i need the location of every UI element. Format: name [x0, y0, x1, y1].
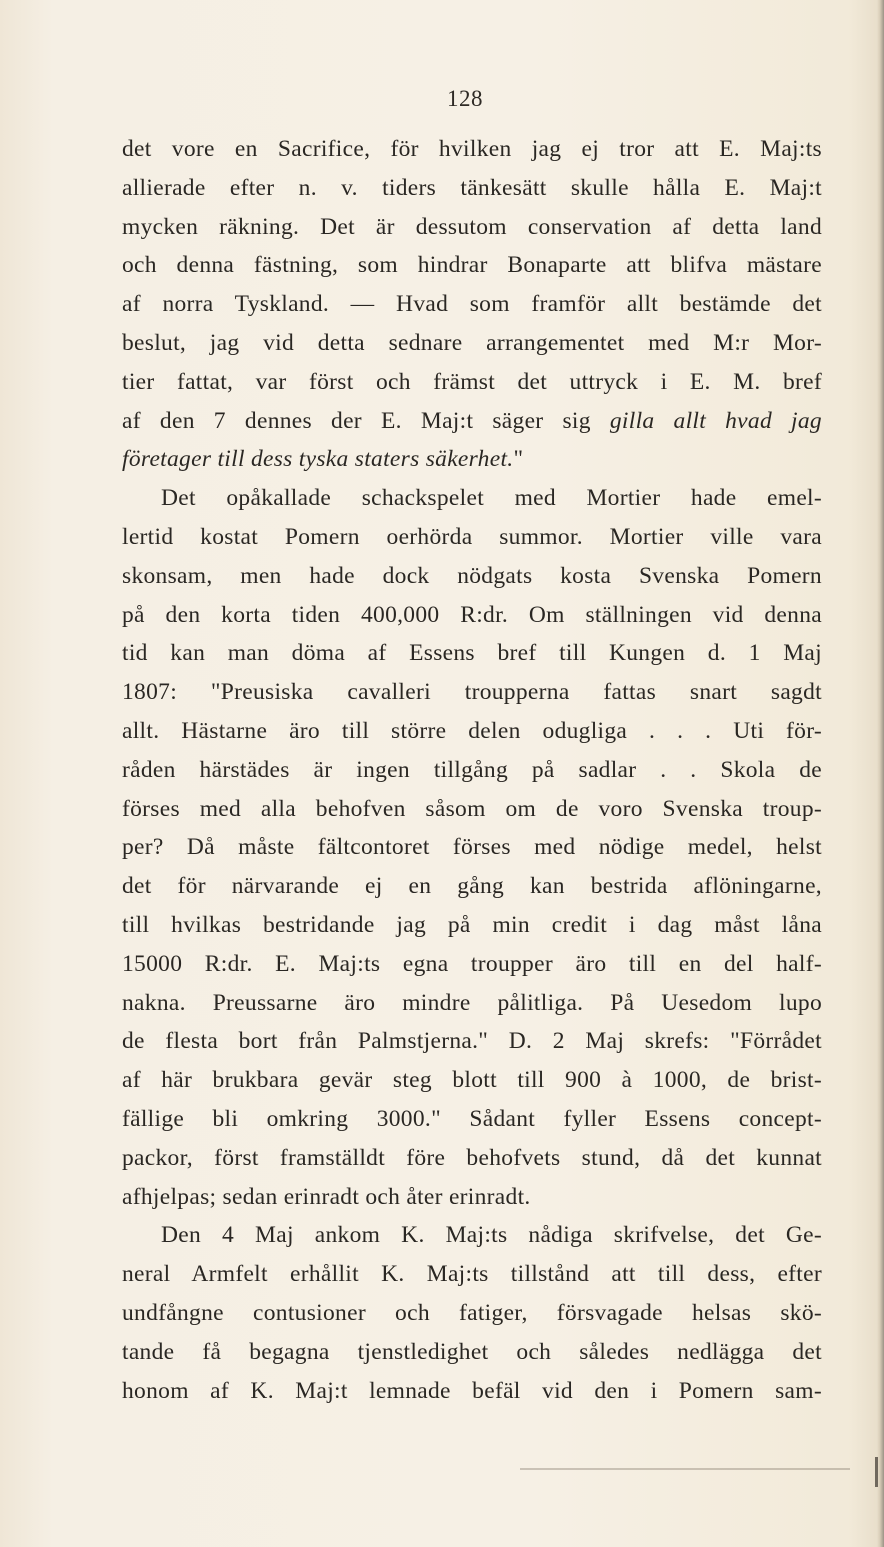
text-line: tier fattat, var först och främst det uttryck i E. M. bref	[122, 368, 822, 395]
text-line: fällige bli omkring 3000." Sådant fyller Essens concept-	[122, 1105, 822, 1132]
text-line: af den 7 dennes der E. Maj:t säger sig gilla allt hvad jag	[122, 407, 822, 434]
body-text	[122, 130, 822, 1410]
text-line: allierade efter n. v. tiders tänkesätt skulle hålla E. Maj:t	[122, 174, 822, 201]
text-line: det vore en Sacrifice, för hvilken jag ej tror att E. Maj:ts	[122, 136, 822, 162]
text-line: honom af K. Maj:t lemnade befäl vid den i Pomern sam-	[122, 1377, 822, 1404]
text-line: undfångne contusioner och fatiger, försvagade helsas skö-	[122, 1299, 822, 1326]
text-line: 1807: "Preusiska cavalleri troupperna fattas snart sagdt	[122, 679, 822, 706]
text-line: till hvilkas bestridande jag på min credit i dag måst låna	[122, 911, 822, 938]
text-line: på den korta tiden 400,000 R:dr. Om ställningen vid denna	[122, 601, 822, 628]
text-line: lertid kostat Pomern oerhörda summor. Mortier ville vara	[122, 523, 822, 550]
text-line: 15000 R:dr. E. Maj:ts egna troupper äro till en del half-	[122, 950, 822, 977]
text-line: per? Då måste fältcontoret förses med nödige medel, helst	[122, 834, 822, 861]
paragraph-start-line: Den 4 Maj ankom K. Maj:ts nådiga skrifvelse, det Ge-	[161, 1222, 822, 1249]
text-line: af här brukbara gevär steg blott till 900 à 1000, de brist-	[122, 1067, 822, 1094]
text-line: neral Armfelt erhållit K. Maj:ts tillstånd att till dess, efter	[122, 1261, 822, 1288]
text-line: det för närvarande ej en gång kan bestrida aflöningarne,	[122, 873, 822, 900]
text-line: beslut, jag vid detta sednare arrangementet med M:r Mor-	[122, 329, 822, 356]
text-line: skonsam, men hade dock nödgats kosta Svenska Pomern	[122, 562, 822, 589]
italic-quote: företager till dess tyska staters säkerhet.	[122, 446, 514, 473]
text-line: och denna fästning, som hindrar Bonaparte att blifva mästare	[122, 252, 822, 279]
page-number: 128	[447, 86, 483, 111]
text-line: afhjelpas; sedan erinradt och åter erinradt.	[122, 1183, 531, 1210]
text-line: tande få begagna tjenstledighet och således nedlägga det	[122, 1338, 822, 1365]
text-line: nakna. Preussarne äro mindre pålitliga. På Uesedom lupo	[122, 989, 822, 1016]
text-line: allt. Hästarne äro till större delen odugliga . . . Uti för-	[122, 717, 822, 744]
scan-artifact-mark	[875, 1457, 878, 1487]
page-edge-shadow	[877, 0, 884, 1547]
text-line: de flesta bort från Palmstjerna." D. 2 Maj skrefs: "Förrådet	[122, 1028, 822, 1055]
text-line: förses med alla behofven såsom om de voro Svenska troup-	[122, 795, 822, 822]
text-line: företager till dess tyska staters säkerhet."	[122, 446, 524, 473]
text-line: af norra Tyskland. — Hvad som framför allt bestämde det	[122, 291, 822, 318]
italic-quote: gilla allt hvad jag	[609, 407, 822, 434]
scan-artifact-line	[520, 1468, 850, 1470]
paragraph-start-line: Det opåkallade schackspelet med Mortier hade emel-	[161, 485, 822, 512]
text-line: råden härstädes är ingen tillgång på sadlar . . Skola de	[122, 756, 822, 783]
text-line: packor, först framställdt före behofvets stund, då det kunnat	[122, 1144, 822, 1171]
text-line: mycken räkning. Det är dessutom conservation af detta land	[122, 213, 822, 240]
text-line: tid kan man döma af Essens bref till Kungen d. 1 Maj	[122, 640, 822, 667]
